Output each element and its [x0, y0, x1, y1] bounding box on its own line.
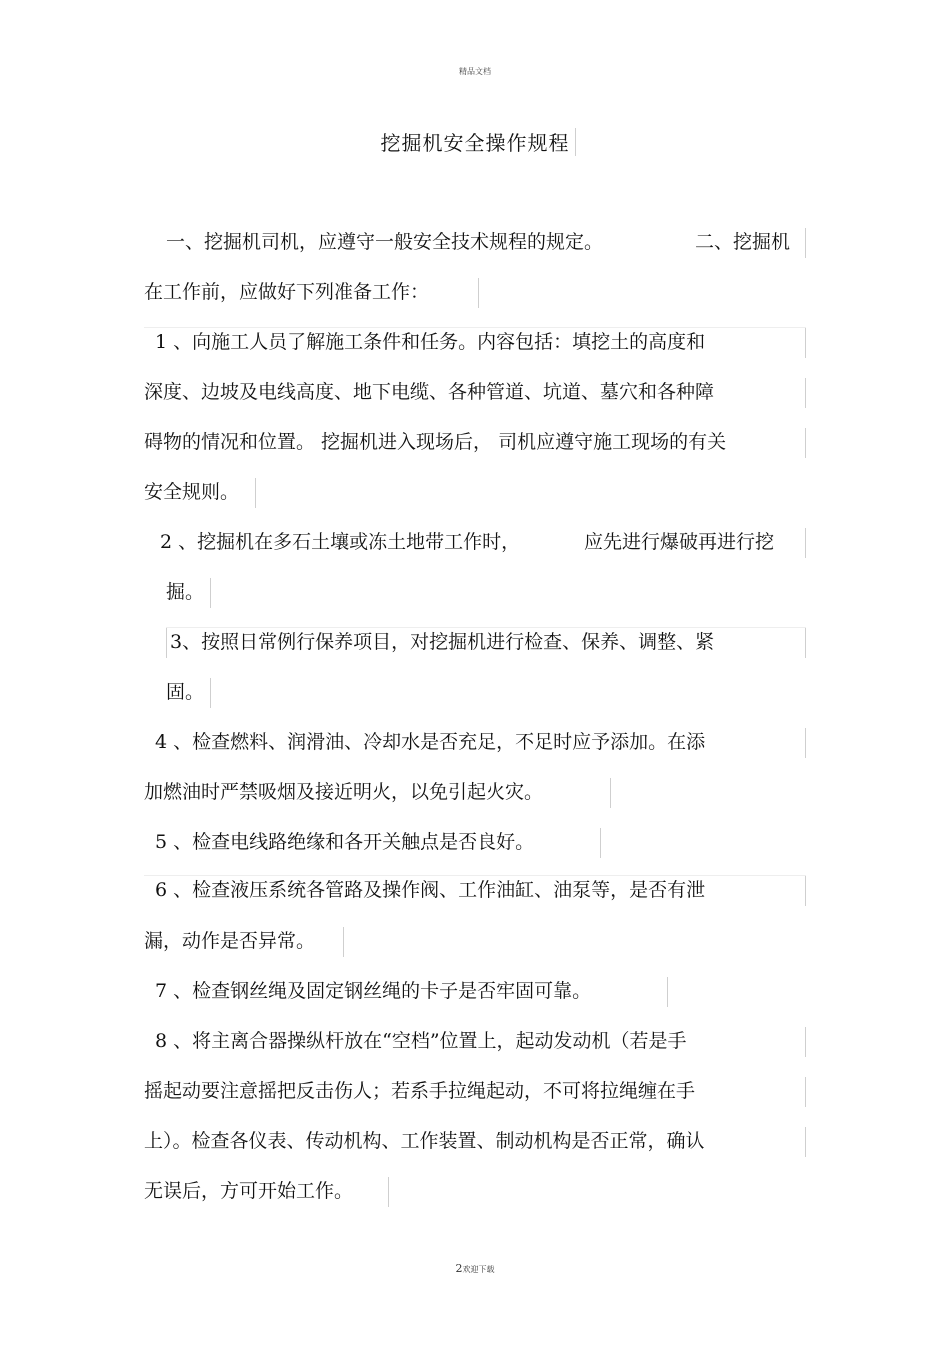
page-footer	[0, 1262, 950, 1275]
box-rule	[805, 328, 806, 358]
body-line: 1 、向施工人员了解施工条件和任务。内容包括：填挖土的高度和	[155, 331, 706, 353]
body-line: 深度、边坡及电线高度、地下电缆、各种管道、坑道、墓穴和各种障	[144, 381, 715, 403]
body-line: 加燃油时严禁吸烟及接近明火，以免引起火灾。	[144, 781, 544, 803]
body-line: 无误后，方可开始工作。	[144, 1180, 354, 1202]
body-line: 在工作前，应做好下列准备工作：	[144, 281, 430, 303]
box-rule	[343, 927, 344, 957]
body-line: 安全规则。	[144, 481, 240, 503]
box-rule	[144, 327, 806, 328]
body-line: 2 、挖掘机在多石土壤或冻土地带工作时，	[160, 531, 521, 553]
body-line: 5 、检查电线路绝缘和各开关触点是否良好。	[155, 831, 535, 853]
body-line: 掘。	[166, 581, 205, 603]
body-line: 碍物的情况和位置。 挖掘机进入现场后， 司机应遵守施工现场的有关	[144, 431, 727, 453]
box-rule	[166, 627, 806, 628]
title-rule	[575, 128, 576, 156]
body-line: 固。	[166, 681, 205, 703]
box-rule	[388, 1177, 389, 1207]
box-rule	[805, 876, 806, 906]
document-title: 挖掘机安全操作规程	[380, 131, 570, 155]
box-rule	[805, 378, 806, 408]
box-rule	[144, 875, 806, 876]
body-line: 摇起动要注意摇把反击伤人；若系手拉绳起动，不可将拉绳缠在手	[144, 1080, 696, 1102]
box-rule	[805, 628, 806, 658]
box-rule	[210, 578, 211, 608]
page-header: 精品文档	[459, 67, 491, 76]
box-rule	[600, 828, 601, 858]
box-rule	[805, 428, 806, 458]
body-line: 4 、检查燃料、润滑油、冷却水是否充足，不足时应予添加。在添	[155, 731, 706, 753]
body-line: 上）。检查各仪表、传动机构、工作装置、制动机构是否正常，确认	[144, 1130, 705, 1152]
box-rule	[667, 977, 668, 1007]
box-rule	[805, 528, 806, 558]
box-rule	[210, 678, 211, 708]
box-rule	[805, 228, 806, 258]
body-line: 二、挖掘机	[695, 231, 791, 253]
body-line: 8 、将主离合器操纵杆放在“空档”位置上，起动发动机（若是手	[155, 1030, 687, 1052]
body-line: 6 、检查液压系统各管路及操作阀、工作油缸、油泵等，是否有泄	[155, 879, 706, 901]
body-line: 漏，动作是否异常。	[144, 930, 316, 952]
body-line: 3、按照日常例行保养项目，对挖掘机进行检查、保养、调整、紧	[170, 631, 715, 653]
box-rule	[610, 778, 611, 808]
box-rule	[255, 478, 256, 508]
body-line: 一、挖掘机司机，应遵守一般安全技术规程的规定。	[166, 231, 604, 253]
box-rule	[805, 1127, 806, 1157]
body-line: 应先进行爆破再进行挖	[584, 531, 775, 553]
footer-text: 欢迎下载	[462, 1265, 495, 1274]
body-line: 7 、检查钢丝绳及固定钢丝绳的卡子是否牢固可靠。	[155, 980, 592, 1002]
box-rule	[805, 1027, 806, 1057]
box-rule	[805, 728, 806, 758]
page-number: 2	[455, 1262, 463, 1275]
box-rule	[805, 1077, 806, 1107]
box-rule	[478, 278, 479, 308]
box-rule	[166, 628, 167, 658]
